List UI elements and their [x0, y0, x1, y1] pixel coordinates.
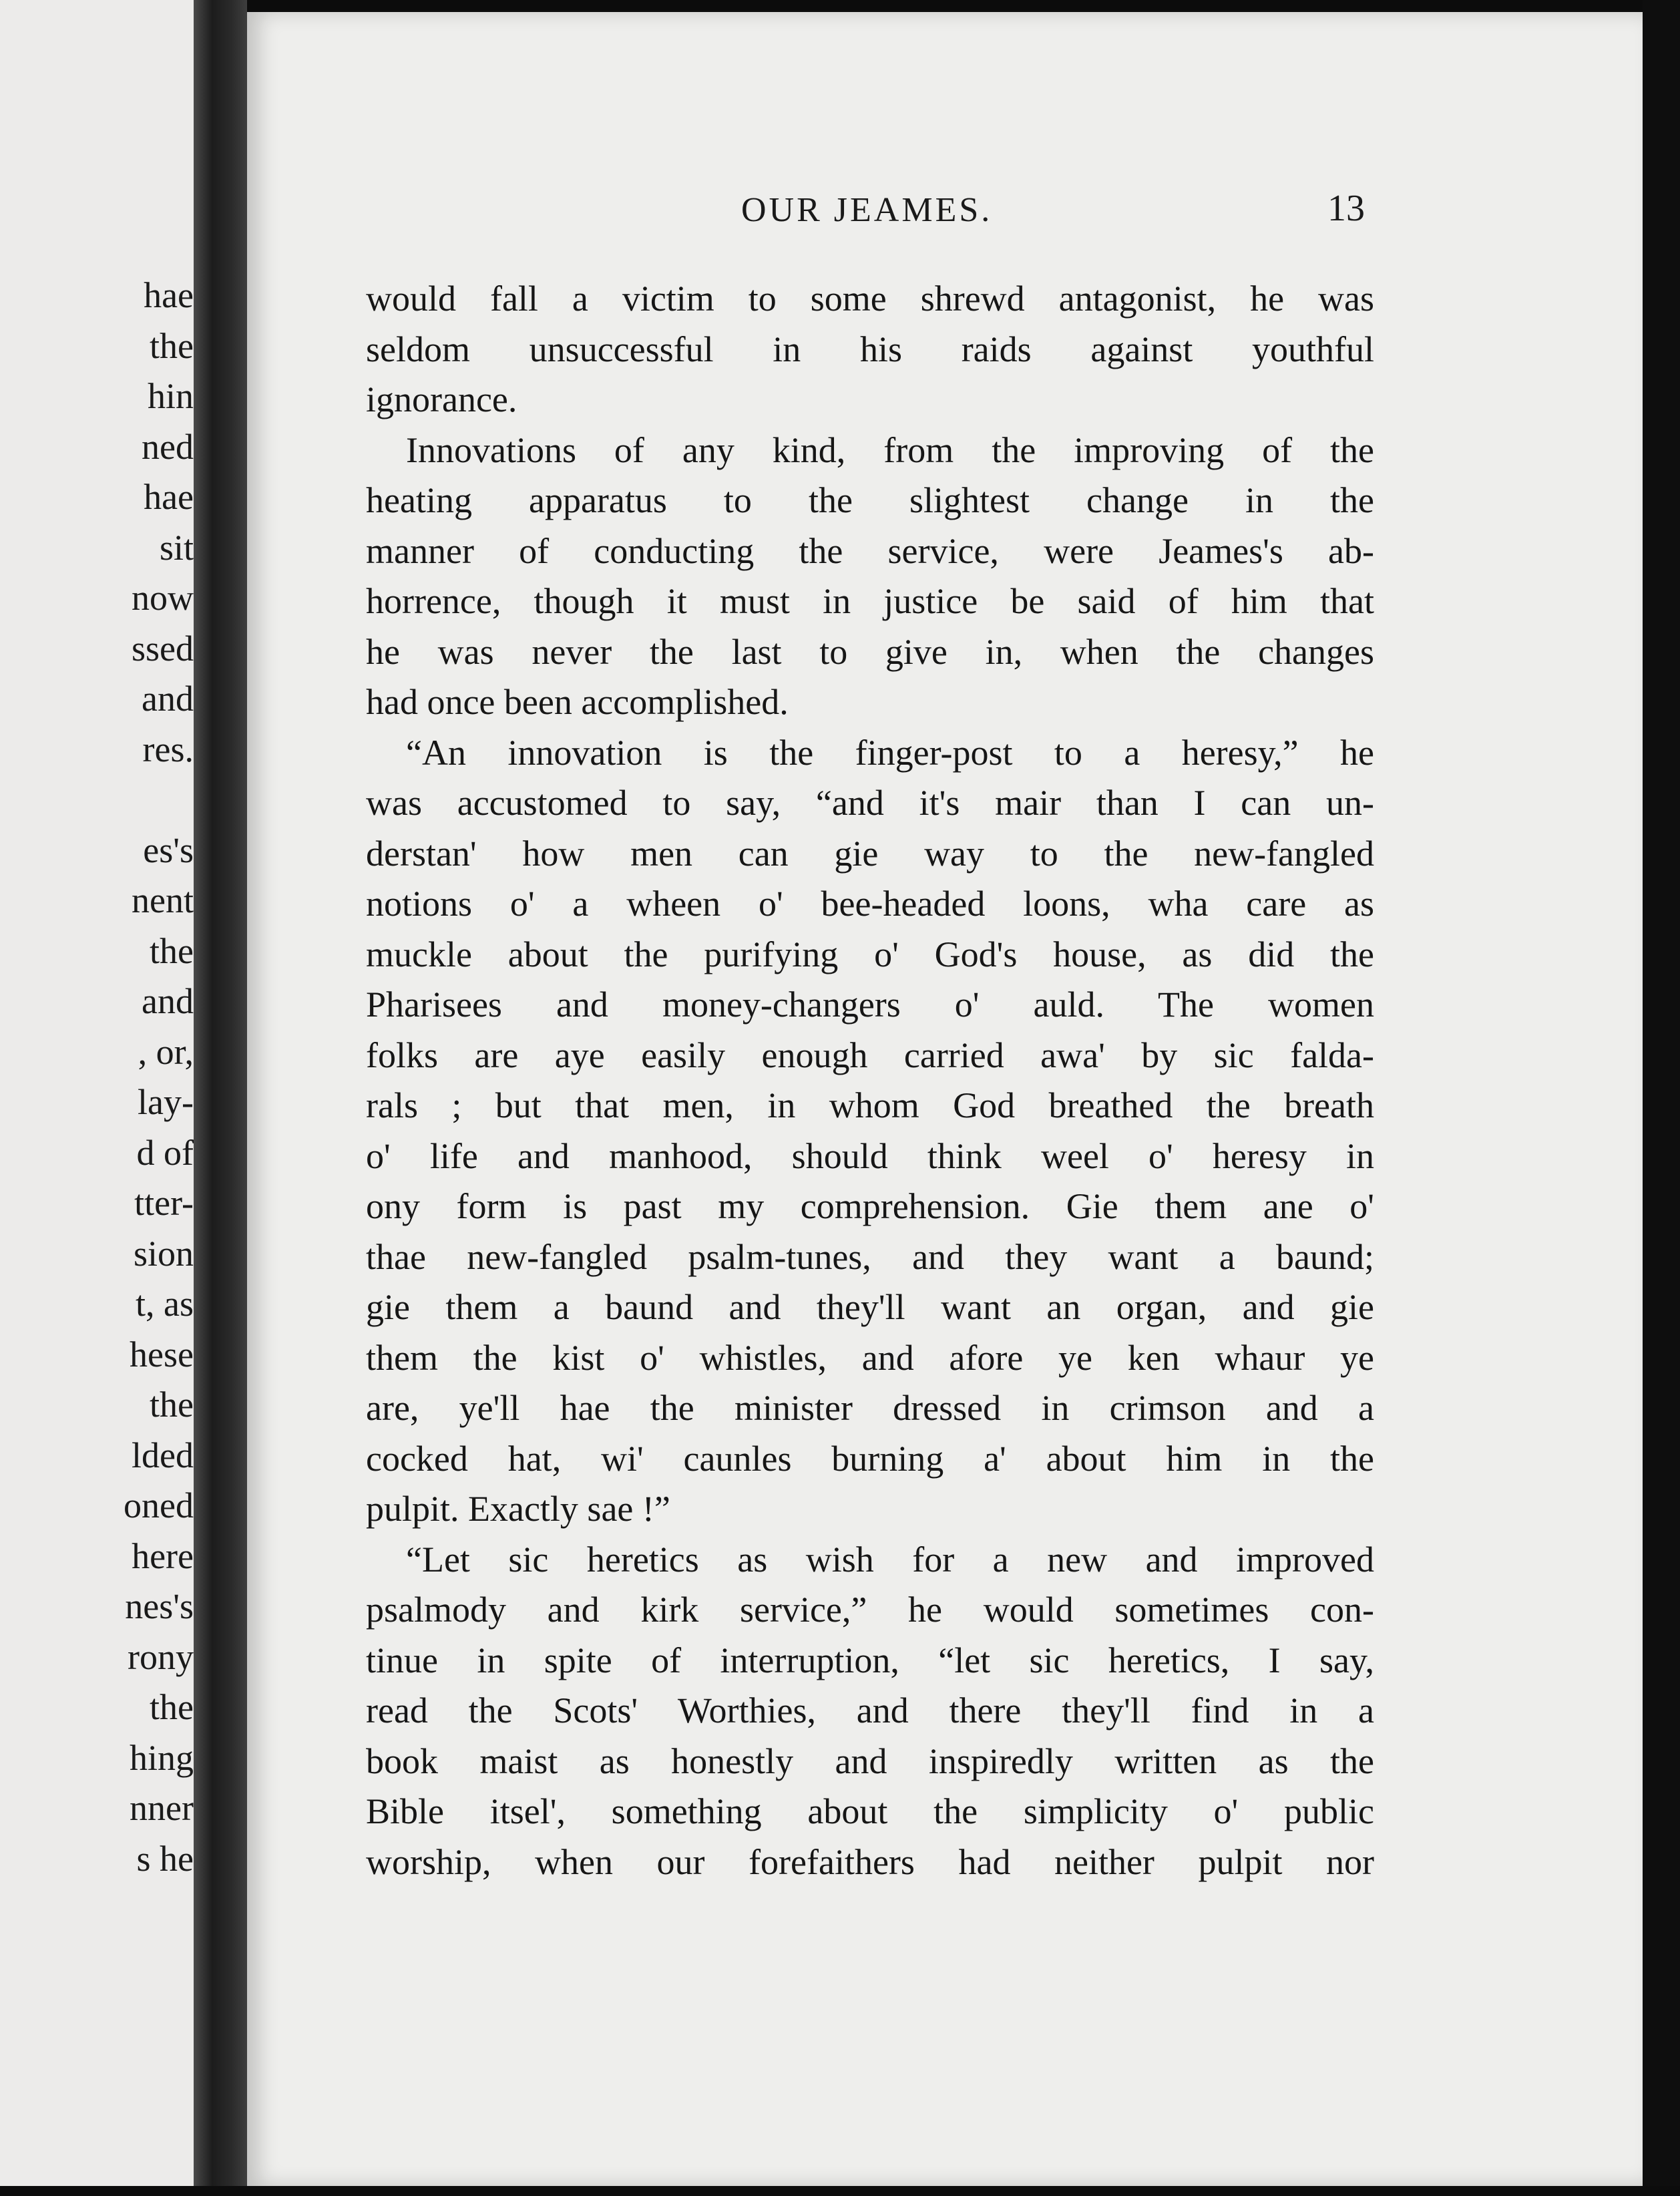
page-number: 13	[1327, 188, 1365, 229]
facing-line: es's	[143, 830, 194, 870]
scan-border-top	[0, 0, 1680, 12]
facing-line: the	[150, 1687, 194, 1727]
text-line: ony form is past my comprehension. Gie them ane o'	[366, 1186, 1374, 1226]
text-line: o' life and manhood, should think weel o' heresy in	[366, 1135, 1374, 1176]
text-line: he was never the last to give in, when the changes	[366, 631, 1374, 672]
facing-line: the	[150, 930, 194, 971]
facing-line: and	[142, 981, 194, 1021]
text-line: thae new-fangled psalm-tunes, and they want a baund;	[366, 1236, 1374, 1277]
body-text	[366, 274, 1374, 1887]
text-line: pulpit. Exactly sae !”	[366, 1489, 670, 1529]
facing-line: d of	[136, 1132, 194, 1173]
facing-line: tter-	[134, 1183, 194, 1223]
text-line: heating apparatus to the slightest change in the	[366, 480, 1374, 520]
text-line: them the kist o' whistles, and afore ye ken whaur ye	[366, 1337, 1374, 1378]
facing-line: s he	[136, 1838, 194, 1879]
facing-line: hin	[147, 376, 194, 416]
text-line: “Let sic heretics as wish for a new and improved	[406, 1539, 1374, 1580]
facing-line: t, as	[136, 1284, 194, 1324]
facing-line-gap	[0, 775, 194, 826]
running-title: OUR JEAMES.	[741, 191, 993, 229]
facing-line: nes's	[125, 1586, 194, 1626]
facing-line: ned	[142, 426, 194, 467]
text-line: read the Scots' Worthies, and there they'll find in a	[366, 1690, 1374, 1730]
scan-border-bottom	[0, 2186, 1680, 2196]
text-line: horrence, though it must in justice be said of him that	[366, 581, 1374, 621]
text-line: notions o' a wheen o' bee-headed loons, wha care as	[366, 884, 1374, 924]
text-line: would fall a victim to some shrewd antagonist, he was	[366, 279, 1374, 319]
facing-line: here	[132, 1535, 194, 1576]
text-line: Innovations of any kind, from the improving of the	[406, 429, 1374, 470]
text-line: rals ; but that men, in whom God breathed the breath	[366, 1085, 1374, 1125]
facing-line: res.	[142, 729, 194, 769]
book-gutter	[194, 0, 247, 2196]
facing-line: rony	[128, 1636, 194, 1677]
text-line: derstan' how men can gie way to the new-fangled	[366, 833, 1374, 874]
text-line: cocked hat, wi' caunles burning a' about him in the	[366, 1438, 1374, 1479]
facing-line: hae	[144, 275, 194, 315]
facing-line: and	[142, 679, 194, 719]
facing-page	[0, 0, 194, 2196]
facing-line: nner	[130, 1788, 194, 1828]
facing-line: hese	[130, 1334, 194, 1375]
facing-line: lded	[132, 1435, 194, 1475]
facing-line: hae	[144, 477, 194, 517]
text-line: “An innovation is the finger-post to a heresy,” he	[406, 732, 1374, 773]
text-line: tinue in spite of interruption, “let sic heretics, I say,	[366, 1640, 1374, 1680]
facing-line: lay-	[138, 1082, 194, 1122]
text-line: ignorance.	[366, 379, 517, 419]
text-line: was accustomed to say, “and it's mair than I can un-	[366, 783, 1374, 823]
facing-page-text	[0, 270, 194, 1884]
facing-line: oned	[124, 1485, 194, 1525]
facing-line: sit	[159, 527, 194, 568]
facing-line: ssed	[132, 628, 194, 669]
facing-line: the	[150, 325, 194, 366]
text-line: manner of conducting the service, were Jeames's ab-	[366, 530, 1374, 571]
text-line: folks are aye easily enough carried awa' by sic falda-	[366, 1035, 1374, 1075]
text-line: are, ye'll hae the minister dressed in crimson and a	[366, 1388, 1374, 1428]
text-line: seldom unsuccessful in his raids against youthful	[366, 329, 1374, 369]
facing-line: the	[150, 1385, 194, 1425]
text-line: muckle about the purifying o' God's house, as did the	[366, 934, 1374, 974]
text-line: gie them a baund and they'll want an organ, and gie	[366, 1287, 1374, 1327]
facing-line: nent	[132, 880, 194, 920]
text-line: worship, when our forefaithers had neither pulpit nor	[366, 1841, 1374, 1882]
scan-border-right	[1643, 0, 1680, 2196]
text-line: book maist as honestly and inspiredly written as the	[366, 1741, 1374, 1781]
text-line: Bible itsel', something about the simplicity o' public	[366, 1791, 1374, 1831]
text-line: Pharisees and money-changers o' auld. The women	[366, 984, 1374, 1025]
text-line: psalmody and kirk service,” he would sometimes con-	[366, 1590, 1374, 1630]
text-line: had once been accomplished.	[366, 682, 789, 722]
facing-line: now	[132, 578, 194, 618]
facing-line: hing	[129, 1737, 194, 1778]
facing-line: sion	[133, 1233, 194, 1274]
facing-line: , or,	[138, 1031, 194, 1072]
